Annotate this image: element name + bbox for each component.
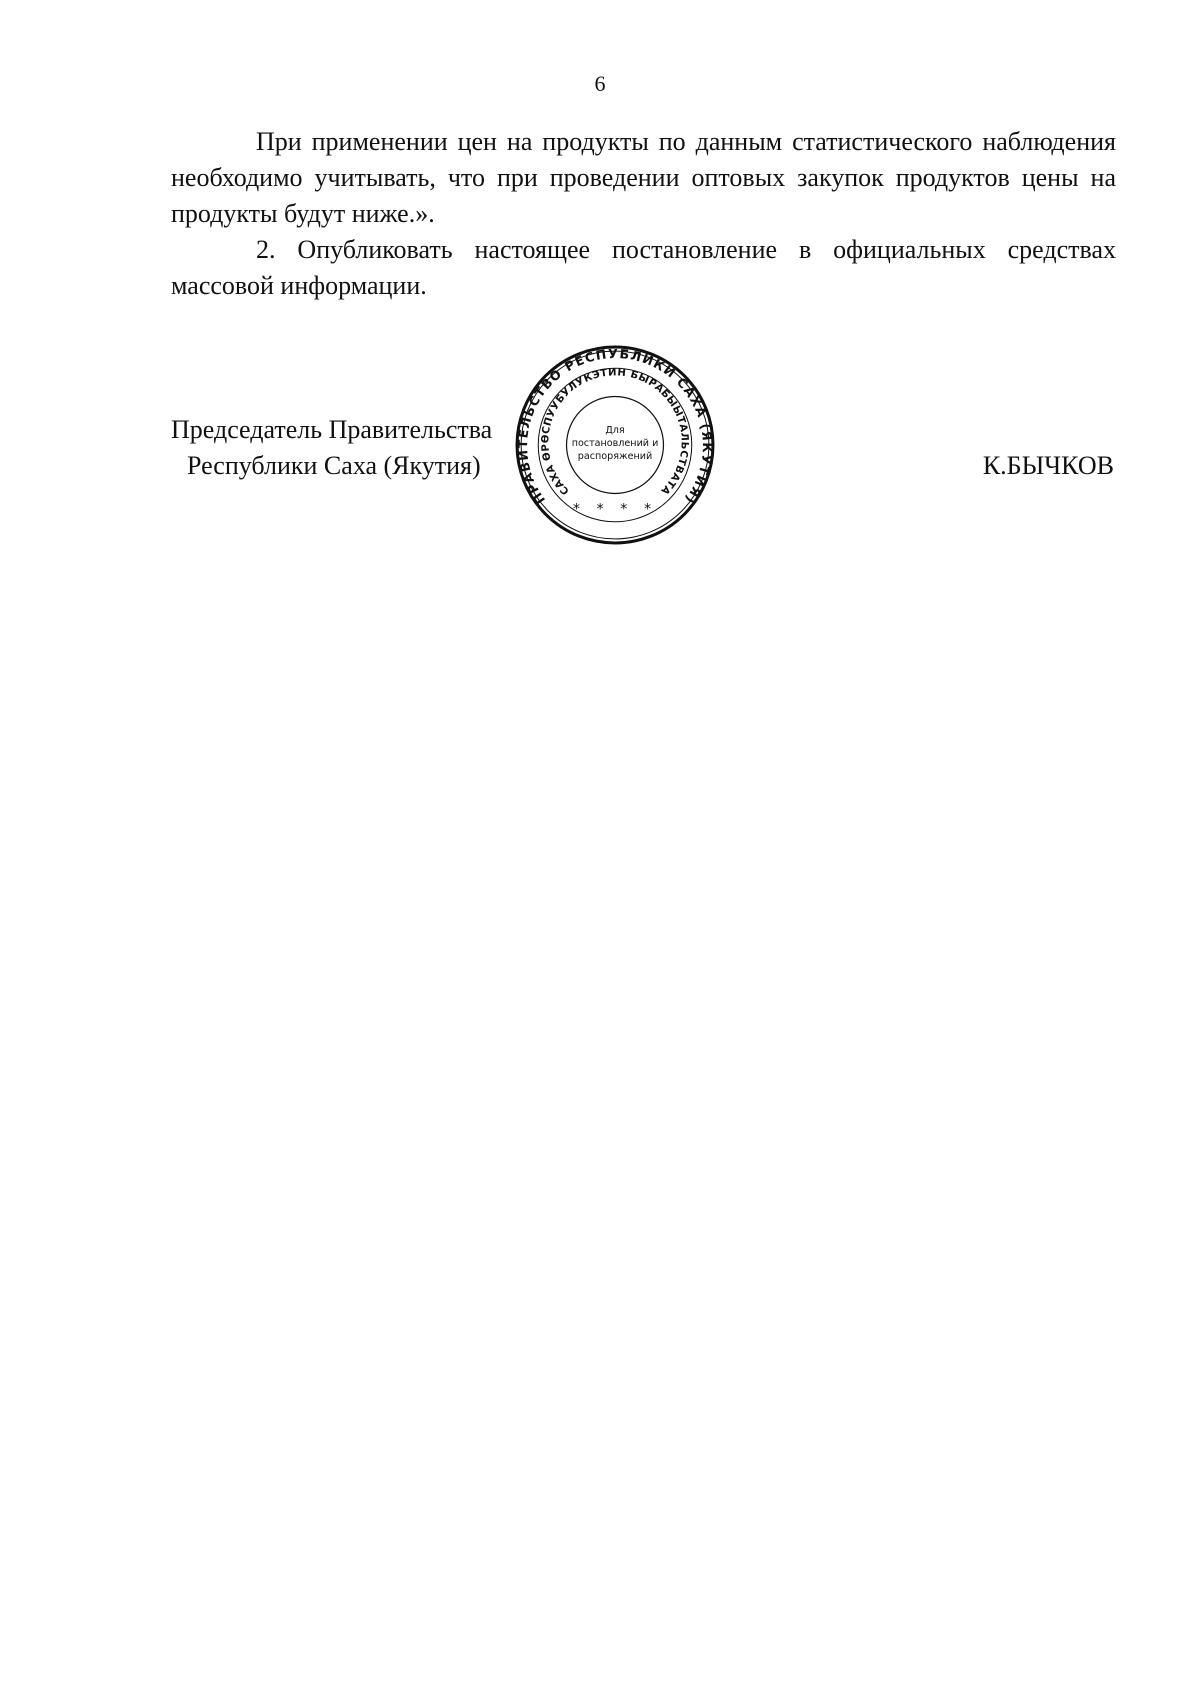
seal-center-line3: распоряжений [577,451,653,463]
seal-center-line2: постановлений и [571,438,659,450]
paragraph-prices-note: При применении цен на продукты по данным статистического наблюдения необходимо учитывать, что при проведении оптовых закупок продуктов цены на продукты будут ниже.». [171,127,1116,228]
seal-outer-text: ПРАВИТЕЛЬСТВО РЕСПУБЛИКИ САХА (ЯКУТИЯ) [515,346,715,508]
signatory-name: К.БЫЧКОВ [982,451,1114,480]
signatory-title-line1: Председатель Правительства [171,415,493,444]
page-number: 6 [594,71,606,96]
paragraph-publish-clause: 2. Опубликовать настоящее постановление в официальных средствах массовой информации. [171,235,1116,300]
seal-stars: * * * * [572,501,658,518]
document-body [171,124,1116,304]
signatory-title-line2: Республики Саха (Якутия) [187,451,481,480]
seal-inner-text: САХА ӨРӨСПУУБУЛУКЭТИН БЫРАБЫЫТАЛЬСТВАТА [540,367,690,497]
official-seal [514,344,716,546]
seal-center-line1: Для [605,424,625,436]
